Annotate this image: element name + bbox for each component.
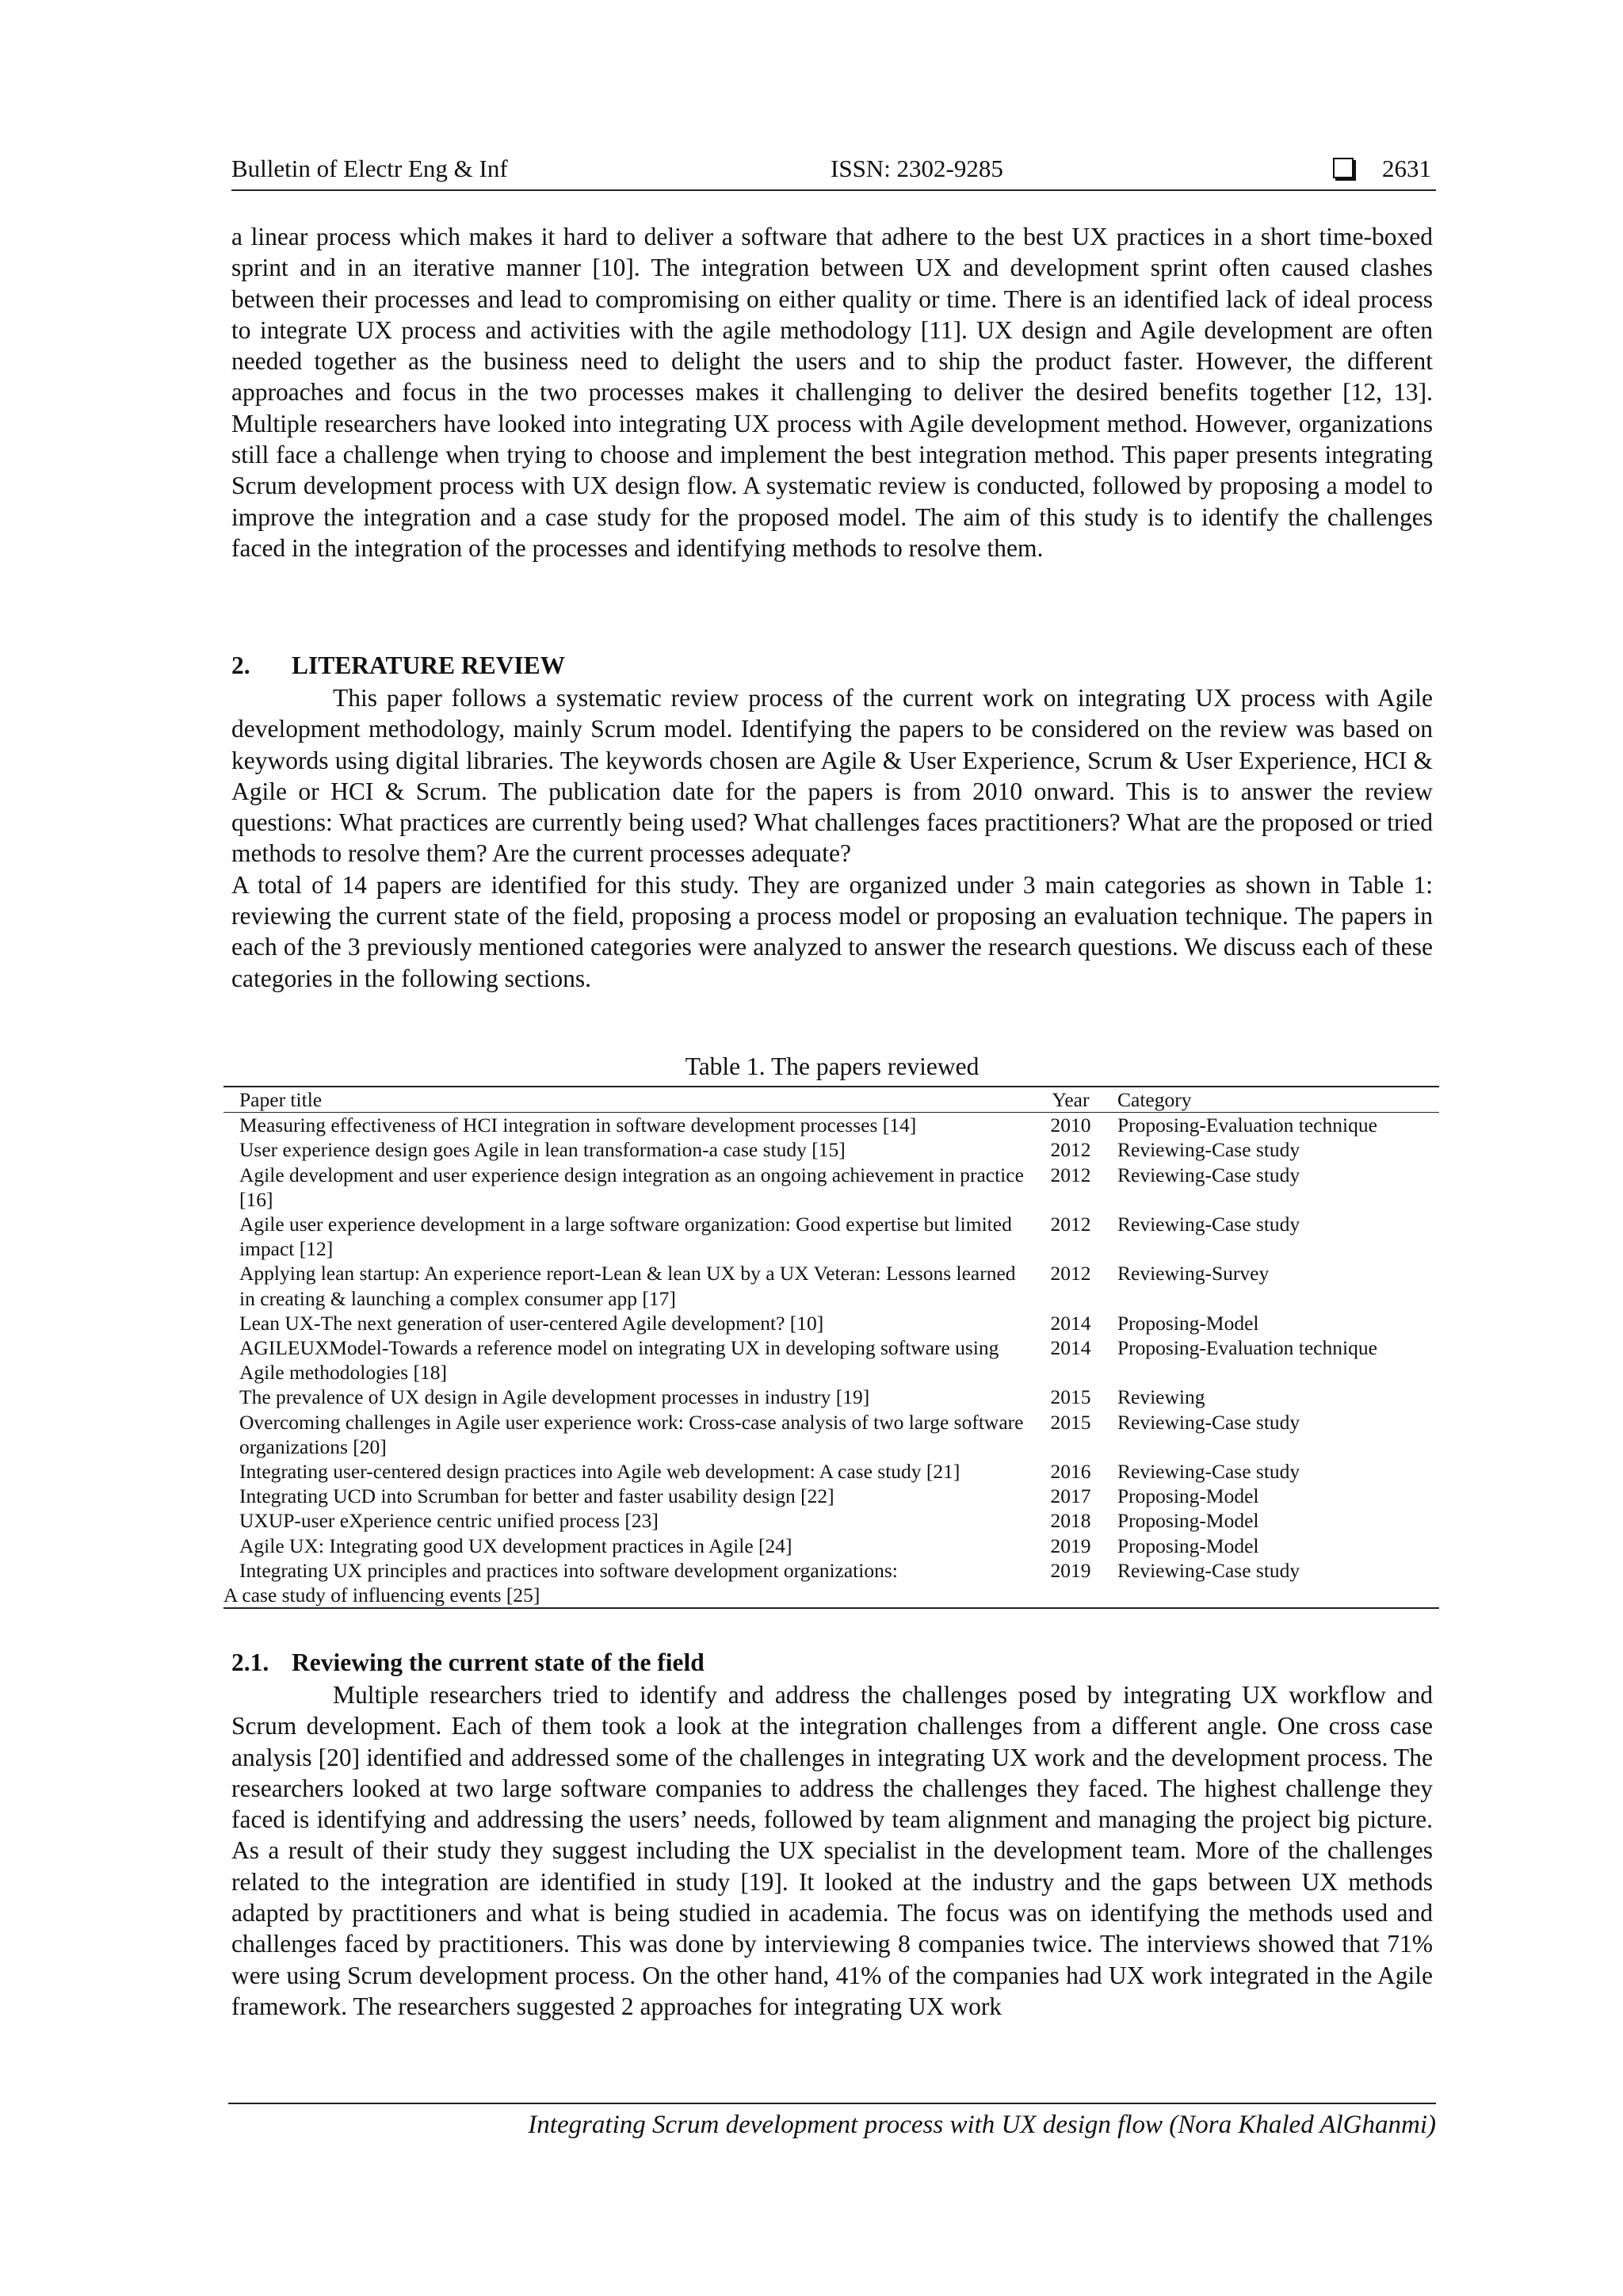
journal-name: Bulletin of Electr Eng & Inf: [231, 155, 508, 182]
section-2-1-number: 2.1.: [231, 1648, 269, 1676]
cell-category: Reviewing: [1117, 1385, 1205, 1409]
table-row: [223, 1311, 1439, 1335]
table-row: [223, 1335, 1439, 1385]
cell-paper-title: Agile user experience development in a large software organization: Good expertise but limited impact [12]: [239, 1213, 1012, 1261]
table-body: [223, 1113, 1439, 1607]
table-row: [223, 1484, 1439, 1508]
cell-paper-title: AGILEUXModel-Towards a reference model on integrating UX in developing software using Agile methodologies [18]: [239, 1336, 999, 1385]
table-row: [223, 1113, 1439, 1137]
cell-category: Proposing-Model: [1117, 1484, 1259, 1508]
table-row: [223, 1508, 1439, 1533]
cell-paper-title: Integrating UX principles and practices into software development organizations: A case study of influencing events [25]: [223, 1558, 898, 1607]
issn: ISSN: 2302-9285: [831, 155, 1003, 182]
cell-year: 2015: [1050, 1410, 1091, 1434]
cell-paper-title: The prevalence of UX design in Agile development processes in industry [19]: [239, 1385, 870, 1409]
section-2-paragraph-1: This paper follows a systematic review process of the current work on integrating UX process with Agile development methodology, mainly Scrum model. Identifying the papers to be considered on the review was based on keywords using digital libraries. The keywords chosen are Agile & User Experience, Scrum & User Experience, HCI & Agile or HCI & Scrum. The publication date for the papers is from 2010 onward. This is to answer the review questions: What practices are currently being used? What challenges faces practitioners? What are the proposed or tried methods to resolve them? Are the current processes adequate?: [231, 684, 1433, 868]
cell-paper-title: Overcoming challenges in Agile user experience work: Cross-case analysis of two large software organizations [20]: [239, 1410, 1024, 1458]
section-2-1-body: [231, 1679, 1433, 2022]
cell-paper-title: User experience design goes Agile in lean transformation-a case study [15]: [239, 1138, 846, 1162]
cell-year: 2019: [1050, 1534, 1091, 1557]
cell-year: 2018: [1050, 1509, 1091, 1533]
cell-category: Proposing-Model: [1117, 1534, 1259, 1557]
cell-year: 2012: [1050, 1138, 1091, 1162]
table-row: [223, 1534, 1439, 1558]
intro-paragraph-block: [231, 221, 1433, 563]
table-row: [223, 1261, 1439, 1310]
cell-category: Reviewing-Survey: [1117, 1262, 1270, 1286]
table-row: [223, 1137, 1439, 1162]
cell-paper-title: Lean UX-The next generation of user-centered Agile development? [10]: [239, 1311, 824, 1335]
cell-year: 2012: [1050, 1163, 1091, 1186]
running-footer: [228, 2103, 1436, 2140]
section-2-1-heading: [231, 1648, 705, 1677]
cell-year: 2012: [1050, 1213, 1091, 1236]
page-number: 2631: [1382, 155, 1431, 182]
cell-paper-title: Integrating UCD into Scrumban for better and faster usability design [22]: [239, 1484, 834, 1508]
cell-category: Reviewing-Case study: [1117, 1163, 1300, 1186]
cell-year: 2010: [1050, 1114, 1091, 1137]
cell-year: 2017: [1050, 1484, 1091, 1508]
section-2-paragraph-2: A total of 14 papers are identified for this study. They are organized under 3 main categories as shown in Table 1: reviewing the current state of the field, proposing a process model or proposing an evaluation technique. The papers in each of the 3 previously mentioned categories were analyzed to answer the research questions. We discuss each of these categories in the following sections.: [231, 870, 1433, 992]
section-2-title: LITERATURE REVIEW: [292, 651, 566, 679]
checkbox-square-icon: [1333, 158, 1354, 178]
column-header-year: Year: [1052, 1088, 1090, 1111]
cell-category: Reviewing-Case study: [1117, 1138, 1300, 1162]
cell-paper-title: Measuring effectiveness of HCI integration in software development processes [14]: [239, 1114, 917, 1137]
table-row: [223, 1163, 1439, 1212]
section-2-1-title: Reviewing the current state of the field: [292, 1648, 705, 1676]
cell-year: 2015: [1050, 1385, 1091, 1409]
page-number-group: [1333, 155, 1431, 183]
table-header-row: [223, 1087, 1439, 1113]
cell-year: 2012: [1050, 1262, 1091, 1286]
cell-category: Proposing-Evaluation technique: [1117, 1336, 1377, 1360]
section-2-heading: [231, 651, 565, 680]
cell-category: Proposing-Model: [1117, 1509, 1259, 1533]
cell-year: 2016: [1050, 1460, 1091, 1484]
cell-paper-title: UXUP-user eXperience centric unified process [23]: [239, 1509, 659, 1533]
cell-paper-title: Integrating user-centered design practices into Agile web development: A case study [21]: [239, 1460, 960, 1484]
cell-category: Reviewing-Case study: [1117, 1213, 1300, 1236]
cell-paper-title: Agile UX: Integrating good UX development practices in Agile [24]: [239, 1534, 792, 1557]
table-1: [223, 1086, 1439, 1609]
cell-category: Reviewing-Case study: [1117, 1410, 1300, 1434]
intro-paragraph: a linear process which makes it hard to deliver a software that adhere to the best UX practices in a short time-boxed sprint and in an iterative manner [10]. The integration between UX and development sprint often caused clashes between their processes and lead to compromising on either quality or time. There is an identified lack of ideal process to integrate UX process and activities with the agile methodology [11]. UX design and Agile development are often needed together as the business need to delight the users and to ship the product faster. However, the different approaches and focus in the two processes makes it challenging to deliver the desired benefits together [12, 13]. Multiple researchers have looked into integrating UX process with Agile development method. However, organizations still face a challenge when trying to choose and implement the best integration method. This paper presents integrating Scrum development process with UX design flow. A systematic review is conducted, followed by proposing a model to improve the integration and a case study for the proposed model. The aim of this study is to identify the challenges faced in the integration of the processes and identifying methods to resolve them.: [231, 223, 1433, 562]
cell-paper-title: Agile development and user experience design integration as an ongoing achievement in practice [16]: [239, 1163, 1024, 1211]
table-1-caption: Table 1. The papers reviewed: [685, 1052, 980, 1080]
cell-category: Proposing-Evaluation technique: [1117, 1114, 1377, 1137]
table-row: [223, 1212, 1439, 1261]
section-2-1-paragraph: Multiple researchers tried to identify and address the challenges posed by integrating UX workflow and Scrum development. Each of them took a look at the integration challenges from a different angle. One cross case analysis [20] identified and addressed some of the challenges in integrating UX work and the development process. The researchers looked at two large software companies to address the challenges they faced. The highest challenge they faced is identifying and addressing the users’ needs, followed by team alignment and managing the project big picture. As a result of their study they suggest including the UX specialist in the development team. More of the challenges related to the integration are identified in study [19]. It looked at the industry and the gaps between UX methods adapted by practitioners and what is being studied in academia. The focus was on identifying the methods used and challenges faced by practitioners. This was done by interviewing 8 companies twice. The interviews showed that 71% were using Scrum development process. On the other hand, 41% of the companies had UX work integrated in the Agile framework. The researchers suggested 2 approaches for integrating UX work: [231, 1681, 1433, 2020]
cell-category: Reviewing-Case study: [1117, 1558, 1300, 1582]
cell-year: 2019: [1050, 1558, 1091, 1582]
table-row: [223, 1558, 1439, 1607]
cell-year: 2014: [1050, 1311, 1091, 1335]
footer-title: Integrating Scrum development process with UX design flow (Nora Khaled AlGhanmi): [528, 2111, 1436, 2139]
section-2-number: 2.: [231, 651, 250, 679]
table-row: [223, 1459, 1439, 1484]
column-header-category: Category: [1117, 1088, 1192, 1111]
cell-year: 2014: [1050, 1336, 1091, 1360]
cell-category: Reviewing-Case study: [1117, 1460, 1300, 1484]
cell-paper-title: Applying lean startup: An experience report-Lean & lean UX by a UX Veteran: Lessons learned in creating & launching a complex consumer app [17]: [239, 1262, 1016, 1310]
table-row: [223, 1410, 1439, 1459]
section-2-body: [231, 682, 1433, 994]
cell-category: Proposing-Model: [1117, 1311, 1259, 1335]
column-header-title: Paper title: [239, 1088, 323, 1111]
running-header: [231, 153, 1436, 191]
table-row: [223, 1385, 1439, 1409]
